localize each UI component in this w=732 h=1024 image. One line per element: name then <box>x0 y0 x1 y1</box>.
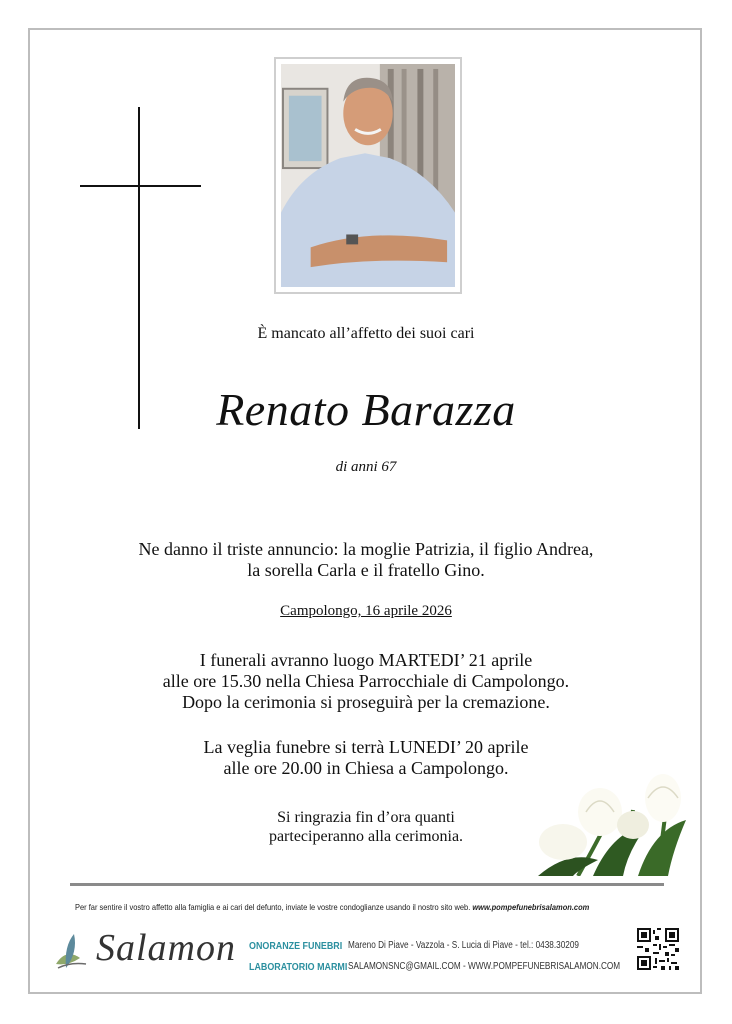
cross-icon-bar <box>80 185 201 187</box>
age-line: di anni 67 <box>335 459 397 475</box>
brand-name: Salamon <box>96 927 236 969</box>
announcement-line: Ne danno il triste annuncio: la moglie Patrizia, il figlio Andrea, <box>138 539 594 559</box>
vigil-line: La veglia funebre si terrà LUNEDI’ 20 aprile <box>203 737 529 757</box>
funeral-line: alle ore 15.30 nella Chiesa Parrocchiale di Campolongo. <box>162 671 570 691</box>
funeral-line: I funerali avranno luogo MARTEDI’ 21 aprile <box>199 650 533 670</box>
announcement-line: la sorella Carla e il fratello Gino. <box>247 560 485 580</box>
service-marble: LABORATORIO MARMI <box>249 961 348 973</box>
funeral-line: Dopo la cerimonia si proseguirà per la cremazione. <box>182 692 550 712</box>
white-tulips-image <box>538 770 688 876</box>
deceased-name: Renato Barazza <box>216 384 516 435</box>
service-funeral: ONORANZE FUNEBRI <box>249 940 343 952</box>
place-date-text: Campolongo, 16 aprile 2026 <box>280 603 452 619</box>
thanks-line: parteciperanno alla cerimonia. <box>268 828 464 845</box>
footer-note-site[interactable]: www.pompefunebrisalamon.com <box>472 902 590 912</box>
thanks-line: Si ringrazia fin d’ora quanti <box>277 809 455 826</box>
funeral-info <box>0 650 732 713</box>
footer-note-text: Per far sentire il vostro affetto alla famiglia e ai cari del defunto, inviate le vostre condoglianze usando il nostro sito web. <box>75 902 471 912</box>
contact-locations: Mareno Di Piave - Vazzola - S. Lucia di Piave - tel.: 0438.30209 <box>348 940 579 951</box>
vigil-line: alle ore 20.00 in Chiesa a Campolongo. <box>223 758 509 778</box>
cross-icon <box>138 107 140 429</box>
qr-code[interactable] <box>637 928 679 970</box>
place-date <box>0 603 732 620</box>
announcement <box>0 539 732 581</box>
intro-line: È mancato all’affetto dei suoi cari <box>257 325 475 342</box>
footer-divider <box>70 883 664 886</box>
contact-web[interactable]: SALAMONSNC@GMAIL.COM - WWW.POMPEFUNEBRISALAMON.COM <box>348 961 621 972</box>
portrait-photo <box>274 57 462 294</box>
footer-note <box>75 902 589 912</box>
